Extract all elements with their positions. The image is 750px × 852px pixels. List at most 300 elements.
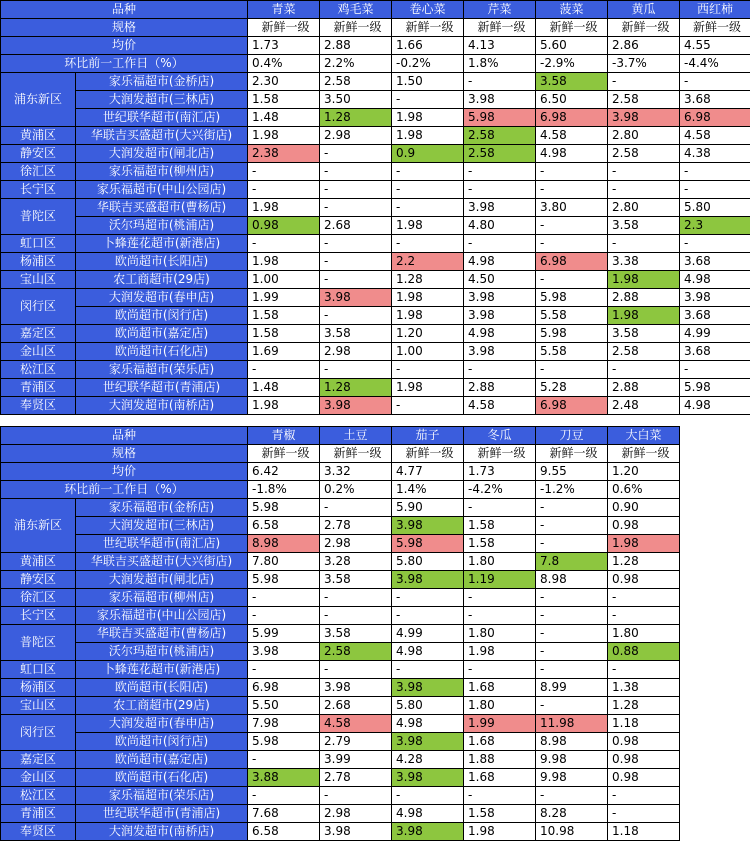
price-cell: 5.80 bbox=[680, 199, 750, 217]
price-table-2 bbox=[0, 426, 680, 841]
district-cell: 徐汇区 bbox=[1, 163, 76, 181]
price-cell: 0.9 bbox=[392, 145, 464, 163]
store-row bbox=[1, 769, 680, 787]
store-row bbox=[1, 199, 750, 217]
price-cell: 3.98 bbox=[464, 307, 536, 325]
price-cell: - bbox=[536, 499, 608, 517]
price-cell: 4.50 bbox=[464, 271, 536, 289]
spec-value-cell: 新鲜一级 bbox=[392, 445, 464, 463]
store-row bbox=[1, 553, 680, 571]
district-cell: 虹口区 bbox=[1, 235, 76, 253]
store-row bbox=[1, 361, 750, 379]
price-cell: 6.98 bbox=[248, 679, 320, 697]
store-row bbox=[1, 127, 750, 145]
spec-label-cell: 规格 bbox=[1, 445, 248, 463]
price-cell: - bbox=[392, 91, 464, 109]
price-cell: 5.98 bbox=[248, 499, 320, 517]
price-cell: - bbox=[248, 181, 320, 199]
store-name-cell: 家乐福超市(柳州店) bbox=[76, 589, 248, 607]
store-name-cell: 世纪联华超市(南汇店) bbox=[76, 535, 248, 553]
price-cell: 11.98 bbox=[536, 715, 608, 733]
header-row bbox=[1, 427, 680, 445]
price-cell: 4.98 bbox=[680, 397, 750, 415]
price-cell: - bbox=[608, 661, 680, 679]
store-row bbox=[1, 109, 750, 127]
store-name-cell: 欧尚超市(闵行店) bbox=[76, 733, 248, 751]
price-cell: 6.50 bbox=[536, 91, 608, 109]
price-cell: 1.68 bbox=[464, 679, 536, 697]
spec-value-cell: 新鲜一级 bbox=[536, 445, 608, 463]
district-cell: 奉贤区 bbox=[1, 397, 76, 415]
price-cell: 3.98 bbox=[464, 289, 536, 307]
veg-name-cell: 青菜 bbox=[248, 1, 320, 19]
price-cell: - bbox=[392, 787, 464, 805]
price-cell: - bbox=[680, 73, 750, 91]
price-cell: 7.80 bbox=[248, 553, 320, 571]
change-row bbox=[1, 481, 680, 499]
store-row bbox=[1, 643, 680, 661]
price-cell: - bbox=[680, 361, 750, 379]
district-cell: 闵行区 bbox=[1, 715, 76, 751]
spec-value-cell: 新鲜一级 bbox=[608, 445, 680, 463]
price-cell: 1.58 bbox=[464, 517, 536, 535]
price-cell: 2.88 bbox=[608, 289, 680, 307]
avg-value-cell: 1.20 bbox=[608, 463, 680, 481]
veg-name-cell: 青椒 bbox=[248, 427, 320, 445]
spec-value-cell: 新鲜一级 bbox=[320, 445, 392, 463]
price-cell: 6.98 bbox=[536, 397, 608, 415]
price-cell: - bbox=[536, 787, 608, 805]
price-cell: 4.58 bbox=[320, 715, 392, 733]
price-cell: 8.98 bbox=[536, 733, 608, 751]
price-cell: 5.50 bbox=[248, 697, 320, 715]
price-cell: 1.98 bbox=[248, 397, 320, 415]
price-cell: 1.80 bbox=[464, 697, 536, 715]
price-cell: 3.88 bbox=[248, 769, 320, 787]
price-cell: - bbox=[608, 73, 680, 91]
price-cell: 2.58 bbox=[320, 643, 392, 661]
price-cell: 3.98 bbox=[680, 289, 750, 307]
price-cell: 5.80 bbox=[392, 553, 464, 571]
price-cell: 3.68 bbox=[680, 343, 750, 361]
district-cell: 普陀区 bbox=[1, 625, 76, 661]
price-cell: 2.3 bbox=[680, 217, 750, 235]
price-cell: 7.98 bbox=[248, 715, 320, 733]
price-cell: 3.98 bbox=[320, 289, 392, 307]
price-cell: 3.98 bbox=[320, 823, 392, 841]
price-cell: 5.99 bbox=[248, 625, 320, 643]
price-cell: 1.58 bbox=[464, 805, 536, 823]
store-row bbox=[1, 535, 680, 553]
price-cell: 3.58 bbox=[320, 625, 392, 643]
district-cell: 黄浦区 bbox=[1, 553, 76, 571]
price-cell: - bbox=[680, 181, 750, 199]
price-cell: - bbox=[248, 787, 320, 805]
change-value-cell: 0.4% bbox=[248, 55, 320, 73]
spec-row bbox=[1, 19, 750, 37]
spec-row bbox=[1, 445, 680, 463]
price-cell: 4.98 bbox=[536, 145, 608, 163]
price-cell: - bbox=[536, 361, 608, 379]
district-cell: 静安区 bbox=[1, 571, 76, 589]
change-row bbox=[1, 55, 750, 73]
price-cell: 1.58 bbox=[464, 535, 536, 553]
price-cell: 5.98 bbox=[680, 379, 750, 397]
price-cell: 2.98 bbox=[320, 127, 392, 145]
avg-label-cell: 均价 bbox=[1, 37, 248, 55]
price-cell: 2.58 bbox=[464, 145, 536, 163]
header-label-cell: 品种 bbox=[1, 427, 248, 445]
price-cell: 3.68 bbox=[680, 307, 750, 325]
price-cell: 2.58 bbox=[608, 145, 680, 163]
district-cell: 奉贤区 bbox=[1, 823, 76, 841]
price-cell: - bbox=[320, 361, 392, 379]
price-cell: - bbox=[536, 607, 608, 625]
price-cell: - bbox=[320, 163, 392, 181]
price-cell: 3.99 bbox=[320, 751, 392, 769]
price-cell: 3.58 bbox=[536, 73, 608, 91]
change-value-cell: -0.2% bbox=[392, 55, 464, 73]
price-cell: 7.8 bbox=[536, 553, 608, 571]
price-cell: 2.80 bbox=[608, 199, 680, 217]
store-name-cell: 家乐福超市(金桥店) bbox=[76, 73, 248, 91]
price-cell: 2.58 bbox=[320, 73, 392, 91]
price-cell: - bbox=[608, 607, 680, 625]
price-cell: 1.98 bbox=[248, 127, 320, 145]
store-row bbox=[1, 289, 750, 307]
price-cell: 2.58 bbox=[608, 343, 680, 361]
store-name-cell: 大润发超市(春申店) bbox=[76, 289, 248, 307]
price-cell: 2.2 bbox=[392, 253, 464, 271]
price-cell: 2.98 bbox=[320, 343, 392, 361]
price-cell: 3.98 bbox=[320, 397, 392, 415]
price-cell: 1.18 bbox=[608, 715, 680, 733]
change-value-cell: -2.9% bbox=[536, 55, 608, 73]
price-cell: 9.98 bbox=[536, 751, 608, 769]
store-name-cell: 华联吉买盛超市(大兴街店) bbox=[76, 127, 248, 145]
store-row bbox=[1, 823, 680, 841]
price-cell: - bbox=[536, 235, 608, 253]
price-cell: 2.68 bbox=[320, 697, 392, 715]
price-cell: 3.58 bbox=[608, 325, 680, 343]
change-value-cell: 1.8% bbox=[464, 55, 536, 73]
price-cell: 2.30 bbox=[248, 73, 320, 91]
price-cell: 2.98 bbox=[320, 805, 392, 823]
price-cell: - bbox=[392, 163, 464, 181]
price-cell: 3.58 bbox=[320, 571, 392, 589]
district-cell: 虹口区 bbox=[1, 661, 76, 679]
change-label-cell: 环比前一工作日（%） bbox=[1, 55, 248, 73]
price-cell: 3.98 bbox=[248, 643, 320, 661]
store-name-cell: 卜蜂莲花超市(新港店) bbox=[76, 661, 248, 679]
store-row bbox=[1, 679, 680, 697]
price-cell: - bbox=[680, 235, 750, 253]
district-cell: 金山区 bbox=[1, 769, 76, 787]
avg-value-cell: 4.55 bbox=[680, 37, 750, 55]
price-cell: 2.58 bbox=[464, 127, 536, 145]
avg-value-cell: 5.60 bbox=[536, 37, 608, 55]
district-cell: 金山区 bbox=[1, 343, 76, 361]
price-cell: - bbox=[392, 607, 464, 625]
store-name-cell: 欧尚超市(嘉定店) bbox=[76, 325, 248, 343]
store-name-cell: 欧尚超市(长阳店) bbox=[76, 253, 248, 271]
price-cell: 2.88 bbox=[608, 379, 680, 397]
price-cell: - bbox=[608, 163, 680, 181]
veg-name-cell: 大白菜 bbox=[608, 427, 680, 445]
avg-value-cell: 4.13 bbox=[464, 37, 536, 55]
price-cell: - bbox=[608, 787, 680, 805]
price-cell: 3.58 bbox=[320, 325, 392, 343]
price-cell: - bbox=[536, 163, 608, 181]
price-cell: 1.19 bbox=[464, 571, 536, 589]
store-row bbox=[1, 235, 750, 253]
district-cell: 长宁区 bbox=[1, 181, 76, 199]
price-cell: 1.58 bbox=[248, 307, 320, 325]
store-name-cell: 家乐福超市(中山公园店) bbox=[76, 181, 248, 199]
district-cell: 嘉定区 bbox=[1, 751, 76, 769]
store-row bbox=[1, 751, 680, 769]
price-cell: 2.68 bbox=[320, 217, 392, 235]
store-name-cell: 农工商超市(29店) bbox=[76, 697, 248, 715]
price-cell: 6.58 bbox=[248, 517, 320, 535]
price-cell: 0.90 bbox=[608, 499, 680, 517]
price-cell: - bbox=[248, 235, 320, 253]
price-cell: 1.98 bbox=[464, 643, 536, 661]
price-cell: 1.80 bbox=[608, 625, 680, 643]
avg-value-cell: 9.55 bbox=[536, 463, 608, 481]
store-row bbox=[1, 91, 750, 109]
price-cell: 10.98 bbox=[536, 823, 608, 841]
price-cell: 4.98 bbox=[464, 325, 536, 343]
price-cell: 3.50 bbox=[320, 91, 392, 109]
price-cell: 1.00 bbox=[248, 271, 320, 289]
price-cell: - bbox=[464, 235, 536, 253]
district-cell: 杨浦区 bbox=[1, 253, 76, 271]
price-cell: 5.98 bbox=[248, 733, 320, 751]
veg-name-cell: 茄子 bbox=[392, 427, 464, 445]
price-cell: - bbox=[608, 805, 680, 823]
avg-row bbox=[1, 463, 680, 481]
price-cell: 0.98 bbox=[608, 751, 680, 769]
price-cell: 4.98 bbox=[680, 271, 750, 289]
price-cell: 0.98 bbox=[608, 517, 680, 535]
district-cell: 普陀区 bbox=[1, 199, 76, 235]
price-cell: 2.98 bbox=[320, 535, 392, 553]
store-row bbox=[1, 697, 680, 715]
change-value-cell: 2.2% bbox=[320, 55, 392, 73]
price-cell: 1.68 bbox=[464, 769, 536, 787]
district-cell: 徐汇区 bbox=[1, 589, 76, 607]
change-value-cell: -3.7% bbox=[608, 55, 680, 73]
price-cell: - bbox=[248, 607, 320, 625]
price-cell: 1.28 bbox=[608, 553, 680, 571]
price-cell: - bbox=[536, 271, 608, 289]
price-cell: 1.98 bbox=[464, 823, 536, 841]
veg-name-cell: 鸡毛菜 bbox=[320, 1, 392, 19]
district-cell: 青浦区 bbox=[1, 805, 76, 823]
price-cell: 3.98 bbox=[392, 517, 464, 535]
price-cell: 1.98 bbox=[392, 217, 464, 235]
price-cell: - bbox=[392, 181, 464, 199]
price-cell: 5.90 bbox=[392, 499, 464, 517]
price-cell: 4.58 bbox=[536, 127, 608, 145]
veg-name-cell: 卷心菜 bbox=[392, 1, 464, 19]
store-row bbox=[1, 307, 750, 325]
price-cell: - bbox=[464, 361, 536, 379]
price-cell: - bbox=[320, 235, 392, 253]
avg-row bbox=[1, 37, 750, 55]
price-cell: 8.98 bbox=[536, 571, 608, 589]
price-cell: 2.78 bbox=[320, 517, 392, 535]
price-cell: - bbox=[608, 181, 680, 199]
price-cell: 3.38 bbox=[608, 253, 680, 271]
store-name-cell: 世纪联华超市(青浦店) bbox=[76, 805, 248, 823]
price-cell: - bbox=[464, 163, 536, 181]
price-cell: 5.98 bbox=[464, 109, 536, 127]
store-row bbox=[1, 589, 680, 607]
district-cell: 浦东新区 bbox=[1, 73, 76, 127]
price-cell: 3.28 bbox=[320, 553, 392, 571]
change-value-cell: 1.4% bbox=[392, 481, 464, 499]
price-cell: 5.80 bbox=[392, 697, 464, 715]
price-cell: - bbox=[464, 589, 536, 607]
store-name-cell: 家乐福超市(中山公园店) bbox=[76, 607, 248, 625]
spec-value-cell: 新鲜一级 bbox=[608, 19, 680, 37]
price-cell: - bbox=[464, 499, 536, 517]
store-row bbox=[1, 145, 750, 163]
avg-value-cell: 2.86 bbox=[608, 37, 680, 55]
price-cell: 1.28 bbox=[608, 697, 680, 715]
price-cell: 1.98 bbox=[248, 253, 320, 271]
price-cell: - bbox=[392, 589, 464, 607]
spec-value-cell: 新鲜一级 bbox=[248, 19, 320, 37]
price-cell: 1.99 bbox=[464, 715, 536, 733]
price-cell: 3.98 bbox=[392, 571, 464, 589]
price-cell: - bbox=[536, 625, 608, 643]
price-cell: - bbox=[320, 145, 392, 163]
store-row bbox=[1, 379, 750, 397]
price-cell: 0.88 bbox=[608, 643, 680, 661]
store-name-cell: 世纪联华超市(南汇店) bbox=[76, 109, 248, 127]
district-cell: 青浦区 bbox=[1, 379, 76, 397]
store-row bbox=[1, 805, 680, 823]
price-cell: 9.98 bbox=[536, 769, 608, 787]
price-cell: 3.80 bbox=[536, 199, 608, 217]
store-row bbox=[1, 715, 680, 733]
price-cell: - bbox=[536, 181, 608, 199]
price-cell: 1.80 bbox=[464, 553, 536, 571]
store-name-cell: 大润发超市(南桥店) bbox=[76, 397, 248, 415]
price-cell: 2.58 bbox=[608, 91, 680, 109]
price-cell: 1.18 bbox=[608, 823, 680, 841]
price-cell: - bbox=[608, 361, 680, 379]
store-row bbox=[1, 733, 680, 751]
price-cell: 1.98 bbox=[392, 289, 464, 307]
price-cell: 2.78 bbox=[320, 769, 392, 787]
store-row bbox=[1, 271, 750, 289]
price-cell: 4.98 bbox=[392, 643, 464, 661]
price-cell: 2.88 bbox=[464, 379, 536, 397]
district-cell: 闵行区 bbox=[1, 289, 76, 325]
store-name-cell: 卜蜂莲花超市(新港店) bbox=[76, 235, 248, 253]
price-cell: 1.38 bbox=[608, 679, 680, 697]
avg-label-cell: 均价 bbox=[1, 463, 248, 481]
price-cell: 3.98 bbox=[392, 769, 464, 787]
avg-value-cell: 1.66 bbox=[392, 37, 464, 55]
price-cell: - bbox=[248, 751, 320, 769]
price-cell: - bbox=[320, 499, 392, 517]
veg-name-cell: 土豆 bbox=[320, 427, 392, 445]
price-cell: 8.98 bbox=[248, 535, 320, 553]
change-label-cell: 环比前一工作日（%） bbox=[1, 481, 248, 499]
price-cell: 1.20 bbox=[392, 325, 464, 343]
price-cell: 5.58 bbox=[536, 343, 608, 361]
price-cell: - bbox=[248, 361, 320, 379]
price-cell: - bbox=[464, 181, 536, 199]
price-cell: 3.98 bbox=[464, 199, 536, 217]
price-cell: 1.28 bbox=[392, 271, 464, 289]
price-cell: 5.58 bbox=[536, 307, 608, 325]
store-row bbox=[1, 181, 750, 199]
price-cell: - bbox=[536, 589, 608, 607]
store-name-cell: 家乐福超市(荣乐店) bbox=[76, 787, 248, 805]
price-cell: 1.98 bbox=[392, 307, 464, 325]
price-cell: 4.99 bbox=[680, 325, 750, 343]
veg-name-cell: 菠菜 bbox=[536, 1, 608, 19]
price-cell: 4.58 bbox=[464, 397, 536, 415]
store-row bbox=[1, 343, 750, 361]
store-row bbox=[1, 499, 680, 517]
price-cell: - bbox=[392, 199, 464, 217]
avg-value-cell: 2.88 bbox=[320, 37, 392, 55]
district-cell: 宝山区 bbox=[1, 697, 76, 715]
price-cell: 1.98 bbox=[608, 271, 680, 289]
price-cell: 1.98 bbox=[392, 127, 464, 145]
price-cell: 2.48 bbox=[608, 397, 680, 415]
price-cell: 0.98 bbox=[248, 217, 320, 235]
price-cell: 1.98 bbox=[392, 109, 464, 127]
store-name-cell: 欧尚超市(石化店) bbox=[76, 343, 248, 361]
store-row bbox=[1, 325, 750, 343]
spec-value-cell: 新鲜一级 bbox=[680, 19, 750, 37]
price-cell: 3.68 bbox=[680, 91, 750, 109]
change-value-cell: 0.6% bbox=[608, 481, 680, 499]
price-cell: - bbox=[536, 217, 608, 235]
price-cell: 3.98 bbox=[608, 109, 680, 127]
store-name-cell: 大润发超市(三林店) bbox=[76, 91, 248, 109]
store-name-cell: 欧尚超市(嘉定店) bbox=[76, 751, 248, 769]
store-name-cell: 欧尚超市(长阳店) bbox=[76, 679, 248, 697]
price-cell: 1.58 bbox=[248, 325, 320, 343]
price-cell: - bbox=[536, 517, 608, 535]
price-cell: 3.68 bbox=[680, 253, 750, 271]
price-cell: 3.58 bbox=[608, 217, 680, 235]
store-row bbox=[1, 607, 680, 625]
price-cell: - bbox=[320, 181, 392, 199]
price-cell: - bbox=[392, 361, 464, 379]
store-row bbox=[1, 397, 750, 415]
price-cell: 6.98 bbox=[536, 253, 608, 271]
store-name-cell: 欧尚超市(石化店) bbox=[76, 769, 248, 787]
price-cell: 6.98 bbox=[536, 109, 608, 127]
district-cell: 嘉定区 bbox=[1, 325, 76, 343]
district-cell: 静安区 bbox=[1, 145, 76, 163]
spec-value-cell: 新鲜一级 bbox=[320, 19, 392, 37]
district-cell: 长宁区 bbox=[1, 607, 76, 625]
price-cell: 1.68 bbox=[464, 733, 536, 751]
price-cell: 1.88 bbox=[464, 751, 536, 769]
price-cell: 2.79 bbox=[320, 733, 392, 751]
